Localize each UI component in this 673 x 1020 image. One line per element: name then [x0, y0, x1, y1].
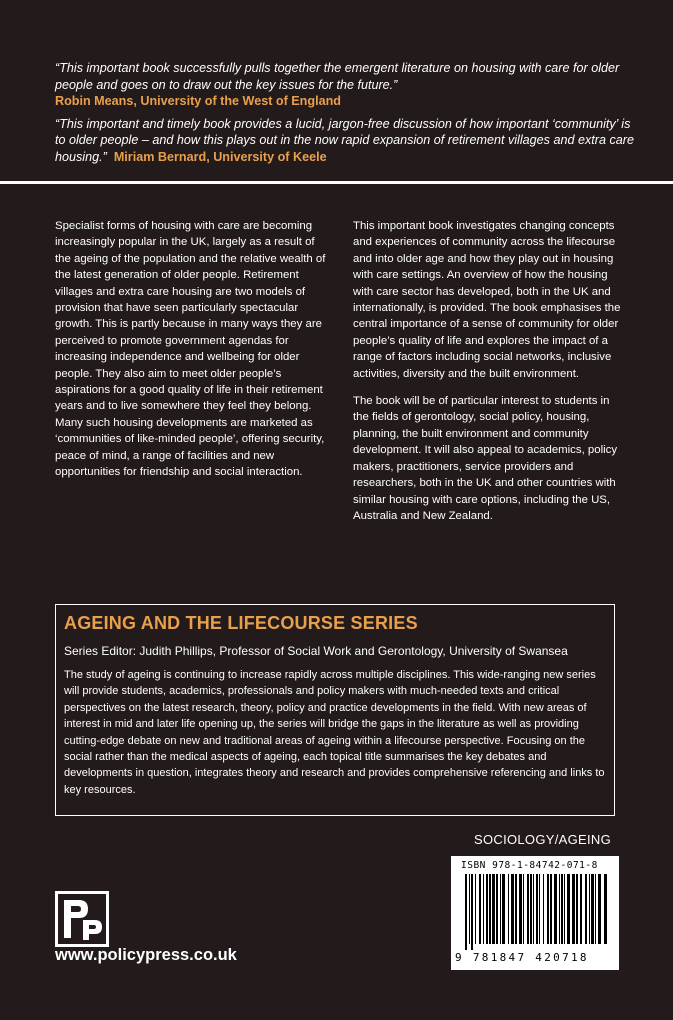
blurb-right-column [353, 218, 621, 535]
series-box [55, 604, 615, 816]
blurb-paragraph: This important book investigates changing concepts and experiences of community across the lifecourse and into older age and how they play out in housing with care settings. An overview of how the housing with care sector has developed, both in the UK and internationally, is provided. The book emphasises the central importance of a sense of community for older people’s quality of life and explores the impact of a range of factors including social networks, inclusive activities, diversity and the built environment. [353, 220, 621, 380]
series-title: AGEING AND THE LIFECOURSE SERIES [64, 613, 418, 633]
isbn-barcode [451, 856, 619, 970]
section-divider [0, 181, 673, 184]
barcode-bars [455, 874, 615, 950]
review-quotes [55, 60, 635, 165]
series-editor: Series Editor: Judith Phillips, Professor of Social Work and Gerontology, University of Swansea [64, 644, 568, 658]
quote-attribution: Robin Means, University of the West of England [55, 94, 341, 108]
blurb-left-column [55, 218, 331, 492]
quote-text: “This important book successfully pulls together the emergent literature on housing with care for older people and goes on to draw out the key issues for the future.” [55, 61, 620, 92]
policy-press-logo-icon [55, 891, 109, 947]
quote-attribution-line [55, 93, 635, 110]
blurb-paragraph: The book will be of particular interest to students in the fields of gerontology, social policy, housing, planning, the built environment and community development. It will also appeal to academics, policy makers, practitioners, service providers and researchers, both in the UK and other countries with similar housing with care options, including the US, Australia and New Zealand. [353, 395, 618, 522]
isbn-label: ISBN 978-1-84742-071-8 [461, 860, 598, 871]
category-label: SOCIOLOGY/AGEING [474, 832, 611, 847]
blurb-paragraph: Specialist forms of housing with care are becoming increasingly popular in the UK, largely as a result of the ageing of the population and the relative wealth of the latest generation of older people. Retirement villages and extra care housing are two models of provision that have seen particularly spectacular growth. This is partly because in many ways they are perceived to promote government agendas for increasing independence and wellbeing for older people. They also aim to meet older people’s aspirations for a good quality of life in their retirement years and to live somewhere they feel they belong. Many such housing developments are marketed as ‘communities of like-minded people’, offering security, peace of mind, a range of facilities and new opportunities for friendship and social interaction. [55, 220, 326, 479]
quote-attribution: Miriam Bernard, University of Keele [113, 149, 327, 164]
series-description: The study of ageing is continuing to increase rapidly across multiple disciplines. This wide-ranging new series will provide students, academics, professionals and policy makers with much-needed texts and critical perspectives on the latest research, theory, policy and practice developments in the field. With new areas of interest in mid and later life opening up, the series will bridge the gaps in the literature as well as providing cutting-edge debate on new and traditional areas of ageing within a lifecourse perspective. Focusing on the social rather than the medical aspects of ageing, each topical title summarises the key debates and developments in question, integrates theory and research and provides comprehensive referencing and links to key resources. [64, 669, 605, 796]
barcode-digits: 9 781847 420718 [455, 951, 589, 964]
review-quote-2 [55, 116, 635, 166]
review-quote-1 [55, 60, 635, 93]
quote-text: “This important and timely book provides a lucid, jargon-free discussion of how important ‘community’ is to older people – and how this plays out in the now rapid expansion of retirement villages and extra care housing.” [55, 116, 634, 164]
publisher-website: www.policypress.co.uk [55, 946, 237, 964]
